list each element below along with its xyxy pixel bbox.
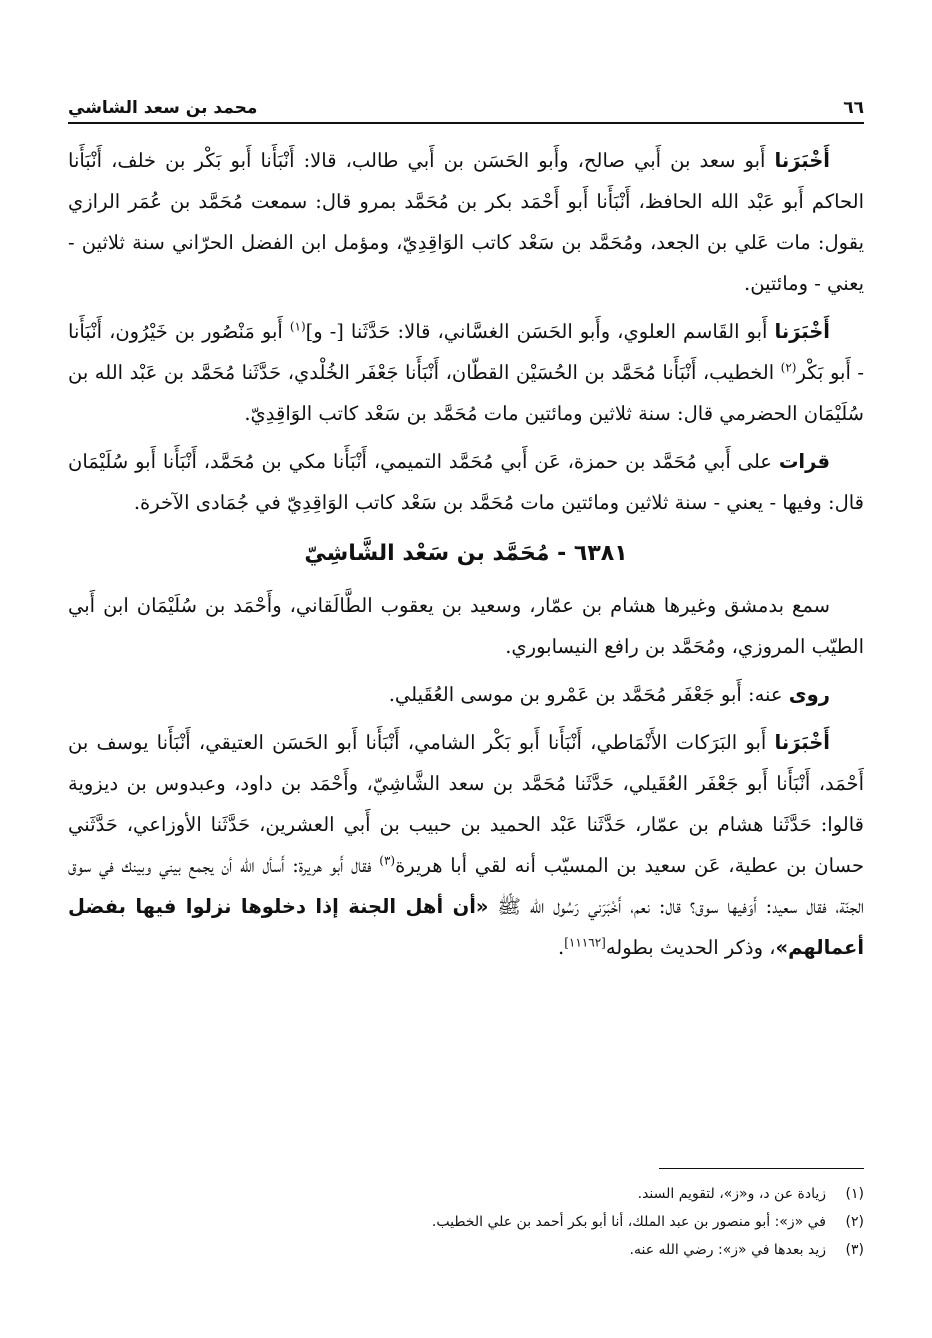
header-rule [68,122,864,124]
paragraph-lead: أَخْبَرَنا [774,149,830,172]
footnote-2 [68,1208,864,1236]
paragraph-1 [68,140,864,304]
page-number: ٦٦ [843,98,864,118]
paragraph-lead: أَخْبَرَنا [774,731,830,754]
paragraph-5 [68,674,864,715]
hadith-number: [١١١٦٢] [564,935,606,950]
paragraph-end: . [558,936,565,959]
footnote-text: زيد بعدها في «ز»: رضي الله عنه. [629,1242,826,1258]
footnote-number: (٣) [845,1242,864,1258]
paragraph-3 [68,441,864,523]
main-text [68,140,864,975]
hadith-quote: «أن أهل الجنة إذا دخلوها نزلوا فيها بفضل أعمالهم» [68,895,864,959]
paragraph-text: أَبو القَاسم العلوي، وأَبو الحَسَن الغسَّاني، قالا: حَدَّثَنا [- و] [305,320,775,343]
paragraph-text: أَبو مَنْصُور بن خَيْرُون، أَنْبَأَنا - أَبو بَكْر [68,320,864,384]
paragraph-text: ، وذكر الحديث بطوله [605,936,776,959]
footnotes [68,1180,864,1264]
paragraph-lead: قرات [778,450,830,473]
paragraph-4 [68,585,864,667]
footnote-number: (٢) [845,1214,864,1230]
paragraph-text: سمع بدمشق وغيرها هشام بن عمّار، وسعيد بن يعقوب الطَّالَقاني، وأَحْمَد بن سُلَيْمَان ابن أَبي الطيّب المروزي، ومُحَمَّد بن رافع النيسابوري. [68,594,864,658]
paragraph-text: أَبو سعد بن أَبي صالح، وأَبو الحَسَن بن أَبي طالب، قالا: أَنْبَأَنا أَبو بَكْر بن خلف، أَنْبَأَنا الحاكم أَبو عَبْد الله الحافظ، أَنْبَأَنا أَبو أَحْمَد بكر بن مُحَمَّد بمرو قال: سمعت مُحَمَّد بن عُمَر الرازي يقول: مات عَلي بن الجعد، ومُحَمَّد بن سَعْد كاتب الوَاقِدِيّ، ومؤمل ابن الفضل الحرّاني سنة ثلاثين - يعني - ومائتين. [68,149,864,295]
footnote-rule [659,1168,864,1169]
footnote-ref-2[interactable]: (٢) [780,360,797,375]
entry-title: ٦٣٨١ - مُحَمَّد بن سَعْد الشَّاشِيّ [304,541,628,566]
paragraph-lead: أَخْبَرَنا [774,320,830,343]
running-title: محمد بن سعد الشاشي [68,98,258,118]
footnote-text: زيادة عن د، و«ز»، لتقويم السند. [637,1186,826,1202]
footnote-text: في «ز»: أبو منصور بن عبد الملك، أنا أبو بكر أحمد بن علي الخطيب. [431,1214,826,1230]
footnote-1 [68,1180,864,1208]
paragraph-text: أَبو البَرَكات الأَنْمَاطي، أَنْبَأَنا أَبو بَكْر الشامي، أَنْبَأَنا أَبو الحَسَن العتيقي، أَنْبَأَنا يوسف بن أَحْمَد، أَنْبَأَنا أَبو جَعْفَر العُقَيلي، حَدَّثَنا مُحَمَّد بن سعد الشَّاشِيّ، وأَحْمَد بن داود، وعبدوس بن ديزوية قالوا: حَدَّثَنا هشام بن عمّار، حَدَّثَنا عَبْد الحميد بن حبيب بن أَبي العشرين، حَدَّثَنا الأوزاعي، حَدَّثَني حسان بن عطية، عَن سعيد بن المسيّب أنه لقي أبا هريرة [68,731,865,877]
paragraph-2 [68,311,864,434]
paragraph-text: فقال أَبو هريرة: أَسأل الله أن يجمع بيني وبينك في سوق الجنّة، فقال سعيد: أَوَفيها سوق؟ قال: نعم، أَخْبَرَني رَسُول الله ﷺ [68,854,865,918]
paragraph-text: على أَبي مُحَمَّد بن حمزة، عَن أَبي مُحَمَّد التميمي، أَنْبَأَنا مكي بن مُحَمَّد، أَنْبَأَنا أَبو سُلَيْمَان قال: وفيها - يعني - سنة ثلاثين ومائتين مات مُحَمَّد بن سَعْد كاتب الوَاقِدِيّ في جُمَادى الآخرة. [68,450,864,514]
paragraph-6 [68,722,864,968]
paragraph-text: عنه: أَبو جَعْفَر مُحَمَّد بن عَمْرو بن موسى العُقَيلي. [388,683,789,706]
footnote-ref-3[interactable]: (٣) [379,853,396,868]
running-head [68,84,864,118]
footnote-ref-1[interactable]: (١) [289,319,306,334]
footnote-3 [68,1236,864,1264]
footnote-number: (١) [845,1186,864,1202]
paragraph-lead: روى [788,683,830,706]
paragraph-text: الخطيب، أَنْبَأَنا مُحَمَّد بن الحُسَيْن القطّان، أَنْبَأَنا جَعْفَر الخُلْدي، حَدَّثَنا مُحَمَّد بن عَبْد الله بن سُلَيْمَان الحضرمي قال: سنة ثلاثين ومائتين مات مُحَمَّد بن سَعْد كاتب الوَاقِدِيّ. [68,361,864,425]
